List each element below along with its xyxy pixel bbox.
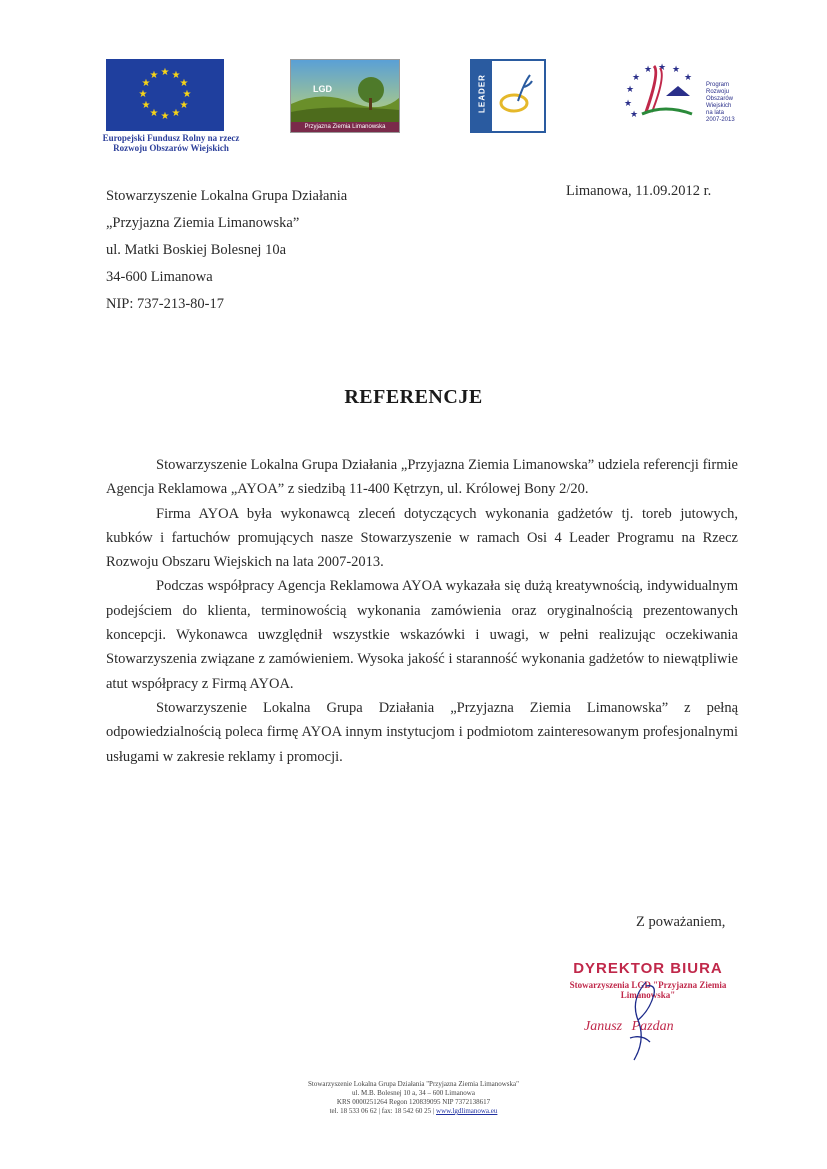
svg-text:★: ★ — [149, 70, 159, 81]
eu-caption-line1: Europejski Fundusz Rolny na rzecz — [102, 133, 240, 143]
leader-label: LEADER — [477, 74, 487, 113]
footer-line2: ul. M.B. Bolesnej 10 a, 34 – 600 Limanowa — [352, 1089, 475, 1097]
stamp-subtitle: Stowarzyszenia LGD "Przyjazna Ziemia Limanowska" — [569, 980, 727, 1000]
prow-logo — [620, 62, 740, 124]
footer-line3: KRS 0000251264 Regon 120839095 NIP 7372138617 — [336, 1098, 491, 1106]
svg-text:★: ★ — [160, 111, 170, 122]
svg-text:★: ★ — [643, 65, 653, 75]
lgd-logo — [290, 59, 400, 133]
letter-date: Limanowa, 11.09.2012 r. — [566, 183, 712, 199]
svg-text:★: ★ — [631, 73, 641, 83]
svg-text:★: ★ — [657, 63, 667, 73]
svg-text:★: ★ — [138, 89, 148, 100]
svg-text:★: ★ — [141, 78, 151, 89]
svg-text:★: ★ — [629, 110, 639, 120]
svg-text:★: ★ — [160, 67, 170, 78]
eu-caption — [96, 133, 246, 153]
svg-text:★: ★ — [625, 85, 635, 95]
prow-line1: Program — [706, 82, 730, 88]
paragraph-4: Stowarzyszenie Lokalna Grupa Działania „Przyjazna Ziemia Limanowska” z pełną odpowiedzialnością poleca firmę AYOA innym instytucjom i podmiotom zainteresowanym profesjonalnymi usługami w zakresie reklamy i promocji. — [106, 699, 738, 765]
prow-line5: na lata 2007-2013 — [706, 110, 735, 123]
svg-text:★: ★ — [671, 65, 681, 75]
footer — [0, 1080, 827, 1116]
svg-text:★: ★ — [623, 99, 633, 109]
sender-line1: Stowarzyszenie Lokalna Grupa Działania — [106, 188, 348, 204]
eu-flag-logo — [106, 59, 224, 131]
prow-line2: Rozwoju — [706, 89, 730, 95]
stamp-name: Janusz Pazdan — [584, 1019, 674, 1034]
prow-line3: Obszarów — [706, 96, 734, 102]
sender-line5: NIP: 737-213-80-17 — [106, 296, 225, 312]
sender-address — [106, 183, 347, 318]
eu-caption-line2: Rozwoju Obszarów Wiejskich — [113, 143, 229, 153]
svg-text:★: ★ — [179, 78, 189, 89]
svg-text:★: ★ — [179, 100, 189, 111]
sender-line2: „Przyjazna Ziemia Limanowska” — [106, 215, 300, 231]
paragraph-1: Stowarzyszenie Lokalna Grupa Działania „Przyjazna Ziemia Limanowska” udziela referencji firmie Agencja Reklamowa „AYOA” z siedzibą 11-400 Kętrzyn, ul. Królowej Bony 2/20. — [106, 457, 738, 498]
document-title: REFERENCJE — [344, 386, 483, 408]
footer-website-link[interactable]: www.lgdlimanowa.eu — [436, 1107, 498, 1115]
leader-logo — [470, 59, 546, 133]
lgd-banner: Przyjazna Ziemia Limanowska — [304, 124, 386, 130]
footer-contact: tel. 18 533 06 62 | fax: 18 542 60 25 | — [329, 1107, 435, 1115]
stamp-title: DYREKTOR BIURA — [573, 960, 723, 977]
svg-text:★: ★ — [149, 108, 159, 119]
prow-line4: Wiejskich — [706, 103, 732, 109]
svg-text:★: ★ — [171, 108, 181, 119]
paragraph-3: Podczas współpracy Agencja Reklamowa AYOA wykazała się dużą kreatywnością, indywidualnym podejściem do klienta, terminowością wykonania zamówienia oraz oryginalnością prezentowanych koncepcji. Wykonawca uwzględnił wszystkie wskazówki i uwagi, w pełni realizując oczekiwania Stowarzyszenia związane z zamówieniem. Wysoka jakość i staranność wykonania gadżetów to niewątpliwie atut współpracy z Firmą AYOA. — [106, 578, 738, 692]
footer-line1: Stowarzyszenie Lokalna Grupa Działania "Przyjazna Ziemia Limanowska" — [308, 1080, 519, 1088]
paragraph-2: Firma AYOA była wykonawcą zleceń dotyczących wykonania gadżetów tj. toreb jutowych, kubków i fartuchów promujących nasze Stowarzyszenie w ramach Osi 4 Leader Programu na Rzecz Rozwoju Obszaru Wiejskich na lata 2007-2013. — [106, 505, 738, 571]
sender-line4: 34-600 Limanowa — [106, 269, 213, 285]
svg-text:★: ★ — [141, 100, 151, 111]
signature — [616, 980, 666, 1064]
closing: Z poważaniem, — [636, 914, 726, 930]
svg-text:★: ★ — [171, 70, 181, 81]
sender-line3: ul. Matki Boskiej Bolesnej 10a — [106, 242, 287, 258]
svg-text:★: ★ — [683, 73, 693, 83]
letter-body — [106, 453, 738, 769]
footer-line4 — [0, 1107, 827, 1116]
lgd-label: LGD — [313, 84, 332, 94]
svg-text:★: ★ — [182, 89, 192, 100]
